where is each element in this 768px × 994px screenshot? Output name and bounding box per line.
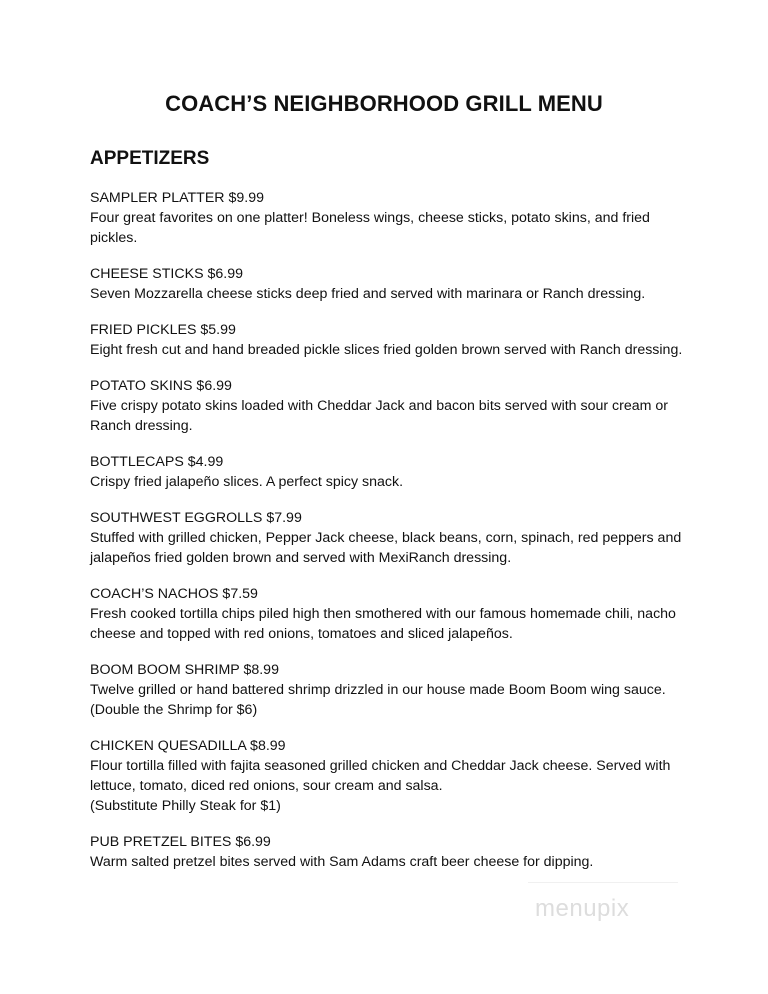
item-name: FRIED PICKLES $5.99 xyxy=(90,322,236,338)
section-heading-appetizers: APPETIZERS xyxy=(90,148,210,169)
menu-item xyxy=(90,376,690,436)
menu-item xyxy=(90,452,690,492)
item-description: Eight fresh cut and hand breaded pickle slices fried golden brown served with Ranch dressing. xyxy=(90,342,683,358)
item-name: PUB PRETZEL BITES $6.99 xyxy=(90,834,271,850)
item-name: SOUTHWEST EGGROLLS $7.99 xyxy=(90,510,302,526)
menu-item xyxy=(90,660,690,720)
menu-item xyxy=(90,832,690,872)
item-name: CHICKEN QUESADILLA $8.99 xyxy=(90,738,286,754)
item-description: Fresh cooked tortilla chips piled high then smothered with our famous homemade chili, nacho cheese and topped with red onions, tomatoes and sliced jalapeños. xyxy=(90,606,676,642)
item-description: Warm salted pretzel bites served with Sam Adams craft beer cheese for dipping. xyxy=(90,854,594,870)
item-note: (Substitute Philly Steak for $1) xyxy=(90,798,281,814)
item-note: (Double the Shrimp for $6) xyxy=(90,702,258,718)
menu-item xyxy=(90,320,690,360)
watermark-logo: menupix xyxy=(535,895,630,922)
item-name: BOTTLECAPS $4.99 xyxy=(90,454,224,470)
menu-item xyxy=(90,736,690,816)
item-description: Crispy fried jalapeño slices. A perfect spicy snack. xyxy=(90,474,404,490)
menu-item xyxy=(90,188,690,248)
item-name: SAMPLER PLATTER $9.99 xyxy=(90,190,264,206)
item-name: POTATO SKINS $6.99 xyxy=(90,378,232,394)
item-description: Seven Mozzarella cheese sticks deep fried and served with marinara or Ranch dressing. xyxy=(90,286,646,302)
item-description: Flour tortilla filled with fajita seasoned grilled chicken and Cheddar Jack cheese. Served with lettuce, tomato, diced red onions, sour cream and salsa. xyxy=(90,758,671,794)
watermark-divider xyxy=(528,882,678,883)
item-name: BOOM BOOM SHRIMP $8.99 xyxy=(90,662,279,678)
appetizer-list xyxy=(90,188,690,888)
item-description: Twelve grilled or hand battered shrimp drizzled in our house made Boom Boom wing sauce. xyxy=(90,682,666,698)
menu-item xyxy=(90,508,690,568)
item-description: Five crispy potato skins loaded with Cheddar Jack and bacon bits served with sour cream or Ranch dressing. xyxy=(90,398,669,434)
item-name: COACH’S NACHOS $7.59 xyxy=(90,586,258,602)
item-name: CHEESE STICKS $6.99 xyxy=(90,266,243,282)
item-description: Four great favorites on one platter! Boneless wings, cheese sticks, potato skins, and fried pickles. xyxy=(90,210,650,246)
menu-title: COACH’S NEIGHBORHOOD GRILL MENU xyxy=(165,91,603,116)
menu-item xyxy=(90,584,690,644)
item-description: Stuffed with grilled chicken, Pepper Jack cheese, black beans, corn, spinach, red peppers and jalapeños fried golden brown and served with MexiRanch dressing. xyxy=(90,530,682,566)
menu-item xyxy=(90,264,690,304)
